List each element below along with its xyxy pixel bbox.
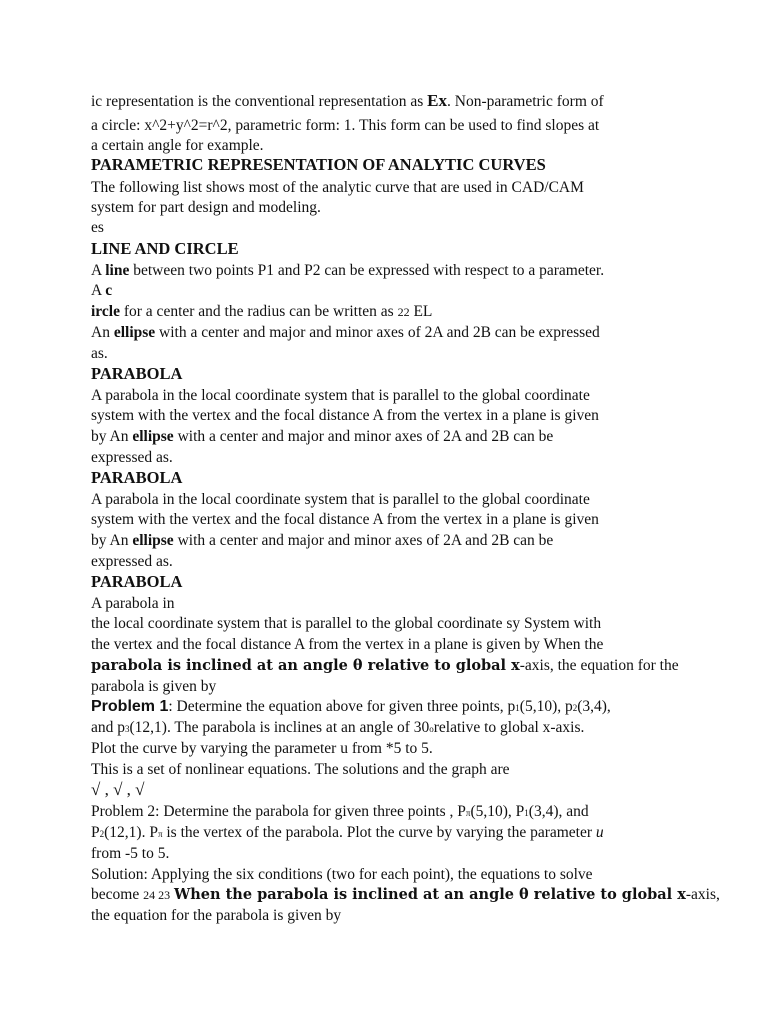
text-line: expressed as. (91, 449, 173, 466)
text-line: Solution: Applying the six conditions (two for each point), the equations to solve (91, 866, 593, 883)
text-line: A c (91, 282, 113, 299)
text-line: the equation for the parabola is given by (91, 907, 342, 924)
text-line: A parabola in the local coordinate system that is parallel to the global coordinate (91, 387, 590, 404)
text-line: An ellipse with a center and major and minor axes of 2A and 2B can be expressed (91, 324, 600, 341)
text-line: A parabola in the local coordinate system that is parallel to the global coordinate (91, 491, 590, 508)
text-line: A parabola in (91, 595, 175, 612)
section-heading: PARABOLA (91, 364, 183, 383)
text-line: parabola is given by (91, 678, 217, 695)
text-line: es (91, 219, 104, 236)
text-line: ic representation is the conventional representation as Ex. Non-parametric form of (91, 91, 604, 110)
text-line: from -5 to 5. (91, 845, 170, 862)
text-line: A line between two points P1 and P2 can be expressed with respect to a parameter. (91, 262, 605, 279)
text-line: parabola is inclined at an angle θ relative to global x-axis, the equation for the (91, 657, 679, 674)
section-heading: LINE AND CIRCLE (91, 239, 239, 258)
text-line: ircle for a center and the radius can be written as 22 EL (91, 303, 433, 320)
text-line: by An ellipse with a center and major and minor axes of 2A and 2B can be (91, 532, 554, 549)
text-line: and p3(12,1). The parabola is inclines at an angle of 30orelative to global x-axis. (91, 719, 585, 736)
text-line: Plot the curve by varying the parameter u from *5 to 5. (91, 740, 433, 757)
text-line: The following list shows most of the analytic curve that are used in CAD/CAM (91, 179, 584, 196)
text-line: as. (91, 345, 108, 362)
section-heading: PARABOLA (91, 468, 183, 487)
text-line: by An ellipse with a center and major and minor axes of 2A and 2B can be (91, 428, 554, 445)
text-line: the vertex and the focal distance A from the vertex in a plane is given by When the (91, 636, 604, 653)
text-line: expressed as. (91, 553, 173, 570)
text-line: system for part design and modeling. (91, 199, 321, 216)
text-line: system with the vertex and the focal distance A from the vertex in a plane is given (91, 407, 599, 424)
text-line: a certain angle for example. (91, 137, 264, 154)
text-line: the local coordinate system that is parallel to the global coordinate sy System with (91, 615, 602, 632)
text-line: Problem 1: Determine the equation above for given three points, p1(5,10), p2(3,4), (91, 698, 611, 715)
text-line: P2(12,1). Pπ is the vertex of the parabola. Plot the curve by varying the parameter u (91, 824, 604, 841)
section-heading: PARAMETRIC REPRESENTATION OF ANALYTIC CURVES (91, 155, 546, 174)
sqrt-symbols: √ , √ , √ (91, 780, 145, 799)
text-line: Problem 2: Determine the parabola for given three points , Pπ(5,10), P1(3,4), and (91, 803, 589, 820)
text-line: system with the vertex and the focal distance A from the vertex in a plane is given (91, 511, 599, 528)
text-line: This is a set of nonlinear equations. The solutions and the graph are (91, 761, 510, 778)
section-heading: PARABOLA (91, 572, 183, 591)
text-line: a circle: x^2+y^2=r^2, parametric form: 1. This form can be used to find slopes at (91, 117, 600, 134)
text-line: become 24 23 When the parabola is inclined at an angle θ relative to global x-axis, (91, 886, 720, 903)
